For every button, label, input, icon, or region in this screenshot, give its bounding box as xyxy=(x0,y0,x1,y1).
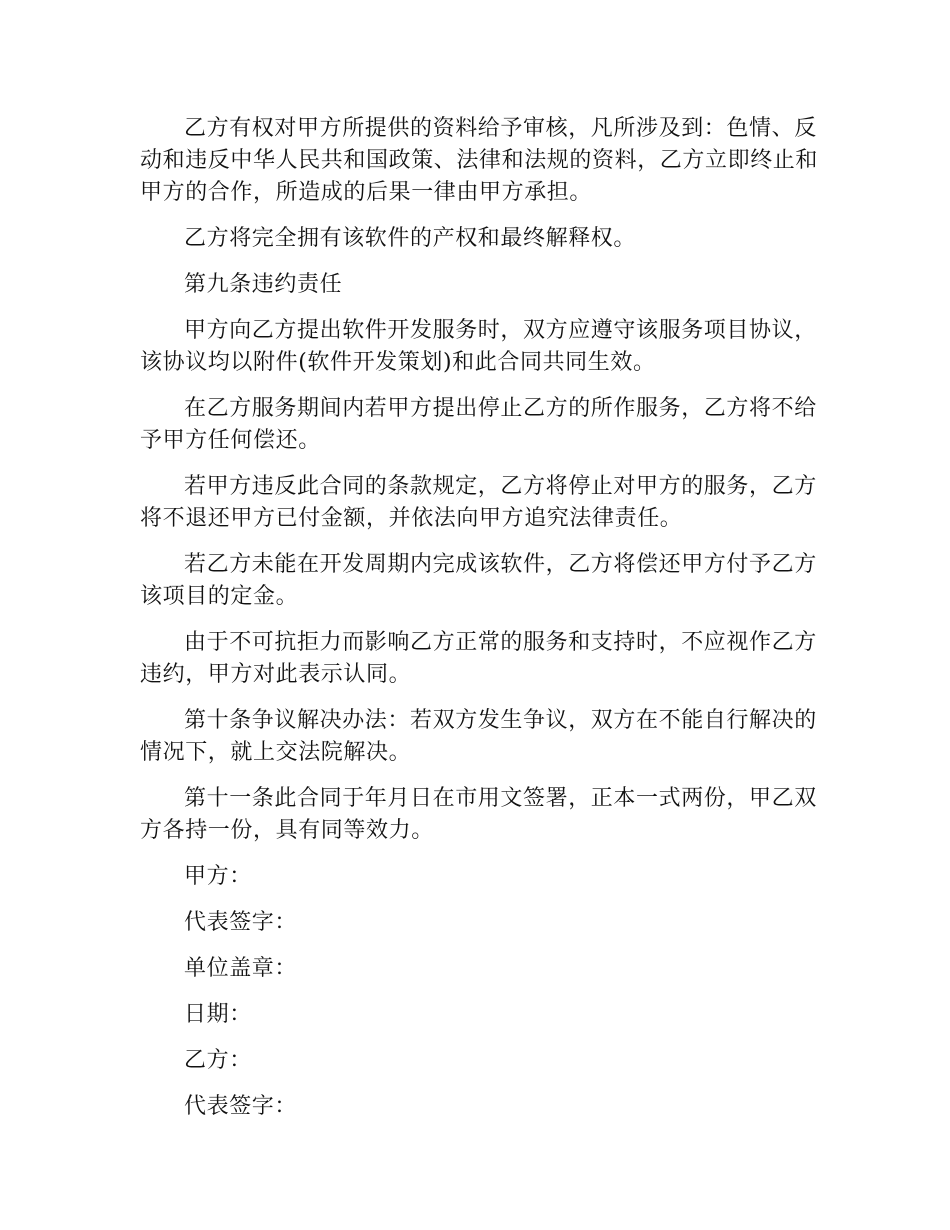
paragraph-review-rights: 乙方有权对甲方所提供的资料给予审核，凡所涉及到：色情、反动和违反中华人民共和国政策、法律和法规的资料，乙方立即终止和甲方的合作，所造成的后果一律由甲方承担。 xyxy=(140,116,819,205)
signature-party-a-seal: 单位盖章： xyxy=(184,956,298,981)
section-heading-article-9: 第九条违约责任 xyxy=(184,272,343,297)
signature-party-b: 乙方： xyxy=(184,1048,252,1073)
paragraph-breach-party-b: 若乙方未能在开发周期内完成该软件，乙方将偿还甲方付予乙方该项目的定金。 xyxy=(140,552,817,609)
signature-party-a: 甲方： xyxy=(184,864,252,889)
paragraph-service-agreement: 甲方向乙方提出软件开发服务时，双方应遵守该服务项目协议，该协议均以附件(软件开发策划)和此合同共同生效。 xyxy=(140,318,817,375)
paragraph-force-majeure: 由于不可抗拒力而影响乙方正常的服务和支持时，不应视作乙方违约，甲方对此表示认同。 xyxy=(140,630,817,687)
signature-date: 日期： xyxy=(184,1002,252,1027)
signature-party-a-representative: 代表签字： xyxy=(184,910,298,935)
paragraph-breach-party-a: 若甲方违反此合同的条款规定，乙方将停止对甲方的服务，乙方将不退还甲方已付金额，并依法向甲方追究法律责任。 xyxy=(140,474,817,531)
document-body xyxy=(140,113,820,1137)
paragraph-article-11-signing: 第十一条此合同于年月日在市用文签署，正本一式两份，甲乙双方各持一份，具有同等效力。 xyxy=(140,786,817,843)
paragraph-termination: 在乙方服务期间内若甲方提出停止乙方的所作服务，乙方将不给予甲方任何偿还。 xyxy=(140,396,817,453)
paragraph-ownership: 乙方将完全拥有该软件的产权和最终解释权。 xyxy=(184,226,637,251)
paragraph-article-10-dispute: 第十条争议解决办法：若双方发生争议，双方在不能自行解决的情况下，就上交法院解决。 xyxy=(140,708,817,765)
signature-party-b-representative: 代表签字： xyxy=(184,1094,298,1119)
